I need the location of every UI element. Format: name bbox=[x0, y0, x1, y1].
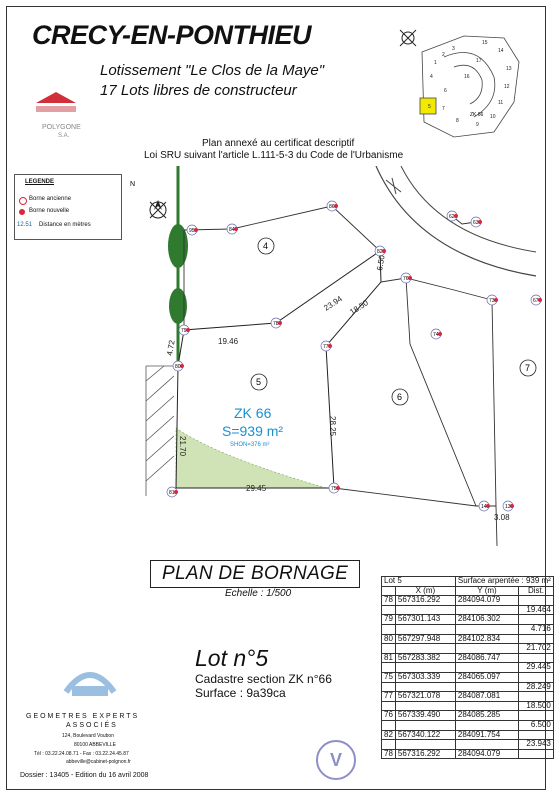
table-cell-dist: 29.445 bbox=[519, 663, 554, 673]
table-cell-y bbox=[455, 644, 518, 654]
table-cell-dist bbox=[519, 672, 554, 682]
table-cell-pt bbox=[382, 720, 396, 730]
subdivision-lots: 17 Lots libres de constructeur bbox=[100, 82, 297, 99]
company-name-2: ASSOCIÉS bbox=[66, 722, 118, 729]
north-label: N bbox=[130, 181, 136, 188]
old-marker-icon bbox=[19, 197, 27, 205]
minimap-lot-number: 14 bbox=[498, 48, 504, 54]
table-cell-y: 284086.747 bbox=[455, 653, 518, 663]
boundary-marker bbox=[329, 483, 340, 493]
lot-number-marker bbox=[392, 389, 408, 405]
table-cell-y bbox=[455, 663, 518, 673]
table-cell-dist: 4.716 bbox=[519, 624, 554, 634]
table-cell-dist: 21.702 bbox=[519, 644, 554, 654]
legend-new-marker: Borne nouvelle bbox=[29, 208, 70, 214]
svg-text:84: 84 bbox=[229, 227, 235, 233]
boundary-marker bbox=[503, 501, 514, 511]
table-cell-pt: 79 bbox=[382, 615, 396, 625]
compass-icon bbox=[400, 30, 416, 46]
svg-text:4: 4 bbox=[263, 241, 269, 251]
distance-label: 3.08 bbox=[494, 513, 510, 522]
table-row bbox=[382, 663, 554, 673]
minimap-lot-number: 12 bbox=[504, 84, 510, 90]
company-city: 80100 ABBEVILLE bbox=[74, 742, 116, 748]
legend-old-marker: Borne ancienne bbox=[29, 196, 72, 202]
table-cell-dist: 18.500 bbox=[519, 701, 554, 711]
table-cell-dist bbox=[519, 749, 554, 759]
legend-title: LEGENDE bbox=[25, 179, 55, 185]
logo-text: POLYGONE bbox=[42, 124, 81, 131]
road-edge-inner bbox=[401, 166, 536, 252]
table-cell-x: 567297.948 bbox=[395, 634, 455, 644]
minimap-lot-number: 9 bbox=[476, 122, 479, 128]
table-cell-y: 284087.081 bbox=[455, 692, 518, 702]
boundary-marker bbox=[375, 246, 386, 256]
company-logo bbox=[36, 92, 76, 103]
col-dist: Dist. bbox=[519, 586, 554, 596]
table-cell-dist: 6.500 bbox=[519, 720, 554, 730]
table-cell-x: 567316.292 bbox=[395, 749, 455, 759]
subdivision-name: Lotissement "Le Clos de la Maye" bbox=[100, 62, 325, 79]
distance-label: 23.94 bbox=[322, 294, 344, 313]
table-surface: Surface arpentée : 939 m² bbox=[455, 577, 553, 587]
coordinate-table bbox=[381, 576, 554, 759]
table-cell-pt bbox=[382, 644, 396, 654]
table-cell-pt bbox=[382, 624, 396, 634]
minimap-lot-number: 13 bbox=[506, 66, 512, 72]
svg-text:5: 5 bbox=[256, 377, 262, 387]
minimap-lot-number: 17 bbox=[476, 58, 482, 64]
parcel-lines bbox=[184, 206, 497, 546]
svg-text:67: 67 bbox=[533, 298, 539, 304]
minimap-lot-number: 6 bbox=[444, 88, 447, 94]
table-cell-y bbox=[455, 740, 518, 750]
boundary-marker bbox=[431, 329, 442, 339]
svg-text:75: 75 bbox=[331, 486, 337, 492]
table-header-row bbox=[382, 577, 554, 587]
table-lot: Lot 5 bbox=[382, 577, 456, 587]
svg-text:76: 76 bbox=[403, 276, 409, 282]
table-cell-x: 567339.490 bbox=[395, 711, 455, 721]
table-cell-dist: 23.943 bbox=[519, 740, 554, 750]
company-name: GEOMETRES EXPERTS bbox=[26, 713, 140, 720]
minimap-lot-number: 15 bbox=[482, 40, 488, 46]
minimap-lot-number: 8 bbox=[456, 118, 459, 124]
minimap-lot-number: 2 bbox=[442, 52, 445, 58]
table-cell-x bbox=[395, 663, 455, 673]
table-cell-dist bbox=[519, 596, 554, 606]
table-cell-x bbox=[395, 644, 455, 654]
table-row bbox=[382, 720, 554, 730]
col-x: X (m) bbox=[395, 586, 455, 596]
boundary-marker bbox=[531, 295, 542, 305]
lot-number-marker bbox=[258, 238, 274, 254]
boundary-marker bbox=[401, 273, 412, 283]
svg-text:7: 7 bbox=[525, 363, 531, 373]
geometre-logo bbox=[58, 664, 122, 704]
table-cell-x: 567303.339 bbox=[395, 672, 455, 682]
minimap-lot-number: 7 bbox=[442, 106, 445, 112]
minimap-lot-number: 4 bbox=[430, 74, 433, 80]
table-cell-y bbox=[455, 720, 518, 730]
table-row bbox=[382, 644, 554, 654]
table-row bbox=[382, 711, 554, 721]
lot-number: Lot n°5 bbox=[195, 645, 269, 671]
svg-text:13: 13 bbox=[505, 504, 511, 510]
lot-number-marker bbox=[251, 374, 267, 390]
company-logo-bar bbox=[36, 106, 76, 112]
svg-text:73: 73 bbox=[489, 298, 495, 304]
table-cell-x bbox=[395, 720, 455, 730]
svg-text:86: 86 bbox=[329, 204, 335, 210]
table-cell-y: 284065.097 bbox=[455, 672, 518, 682]
svg-text:81: 81 bbox=[169, 490, 175, 496]
distance-label: 19.46 bbox=[218, 337, 239, 346]
table-cell-x: 567283.382 bbox=[395, 653, 455, 663]
distance-label: 29.45 bbox=[246, 484, 267, 493]
table-cell-dist bbox=[519, 692, 554, 702]
boundary-marker bbox=[321, 341, 332, 351]
new-marker-icon bbox=[19, 209, 25, 215]
table-row bbox=[382, 749, 554, 759]
table-cell-x: 567340.122 bbox=[395, 730, 455, 740]
distance-label: 28.25 bbox=[328, 416, 337, 437]
table-cell-pt: 80 bbox=[382, 634, 396, 644]
table-cell-dist bbox=[519, 711, 554, 721]
svg-text:95: 95 bbox=[189, 228, 195, 234]
road-cross-mark bbox=[386, 178, 401, 194]
table-row bbox=[382, 692, 554, 702]
neighbour-hatch bbox=[146, 366, 174, 496]
table-row bbox=[382, 740, 554, 750]
table-cell-pt: 82 bbox=[382, 730, 396, 740]
table-cell-pt: 75 bbox=[382, 672, 396, 682]
legend-box bbox=[14, 174, 122, 240]
table-cell-pt: 76 bbox=[382, 711, 396, 721]
north-arrow-icon bbox=[150, 200, 166, 218]
table-cell-pt bbox=[382, 740, 396, 750]
table-row bbox=[382, 615, 554, 625]
commune-title: CRECY-EN-PONTHIEU bbox=[32, 20, 312, 50]
dossier-reference: Dossier : 13405 - Edition du 16 avril 2008 bbox=[20, 772, 149, 779]
table-cell-y: 284094.079 bbox=[455, 596, 518, 606]
svg-text:14: 14 bbox=[481, 504, 487, 510]
table-cell-pt: 77 bbox=[382, 692, 396, 702]
boundary-marker bbox=[179, 325, 190, 335]
company-phone: Tél : 03.22.24.08.71 - Fax : 03.22.24.45.87 bbox=[34, 751, 129, 757]
lot-number-marker bbox=[520, 360, 536, 376]
table-row bbox=[382, 596, 554, 606]
table-cell-dist: 19.464 bbox=[519, 605, 554, 615]
distance-label: 6.50 bbox=[375, 254, 387, 272]
table-row bbox=[382, 672, 554, 682]
table-row bbox=[382, 624, 554, 634]
svg-text:63: 63 bbox=[473, 220, 479, 226]
minimap-lot-number: 1 bbox=[434, 60, 437, 66]
minimap-lot-number: 5 bbox=[428, 104, 431, 110]
minimap-lot-number: 3 bbox=[452, 46, 455, 52]
lot-surface: Surface : 9a39ca bbox=[195, 686, 286, 700]
road-edge bbox=[376, 166, 536, 276]
annex-line-2: Loi SRU suivant l'article L.111-5-3 du Code de l'Urbanisme bbox=[144, 150, 404, 161]
legend-distance-sample: 12.51 bbox=[17, 222, 33, 228]
company-address: 124, Boulevard Voubon bbox=[62, 733, 114, 739]
table-cell-pt bbox=[382, 663, 396, 673]
svg-text:78: 78 bbox=[273, 321, 279, 327]
boundary-marker bbox=[173, 361, 184, 371]
table-cell-pt: 81 bbox=[382, 653, 396, 663]
boundary-marker bbox=[227, 224, 238, 234]
minimap-lot-number: 16 bbox=[464, 74, 470, 80]
table-cell-x bbox=[395, 740, 455, 750]
parcel-surface: S=939 m² bbox=[222, 423, 284, 439]
company-email: abbeville@cabinet-polgnon.fr bbox=[66, 759, 131, 765]
table-cell-x: 567301.143 bbox=[395, 615, 455, 625]
table-cell-y bbox=[455, 624, 518, 634]
svg-text:82: 82 bbox=[377, 249, 383, 255]
minimap-lot-number: 11 bbox=[498, 100, 504, 106]
cadastre-reference: Cadastre section ZK n°66 bbox=[195, 672, 332, 686]
table-cell-pt: 78 bbox=[382, 749, 396, 759]
boundary-marker bbox=[471, 217, 482, 227]
distance-label: 4.72 bbox=[165, 339, 177, 357]
svg-text:77: 77 bbox=[323, 344, 329, 350]
logo-subtext: S.A. bbox=[58, 133, 70, 139]
boundary-marker bbox=[487, 295, 498, 305]
table-cell-x bbox=[395, 624, 455, 634]
table-cell-y: 284085.285 bbox=[455, 711, 518, 721]
svg-text:62: 62 bbox=[449, 214, 455, 220]
location-minimap bbox=[394, 22, 524, 152]
table-cell-y: 284091.754 bbox=[455, 730, 518, 740]
legend-distance: Distance en mètres bbox=[39, 222, 91, 228]
minimap-label: ZK 66 bbox=[470, 112, 484, 118]
distance-label: 18.50 bbox=[348, 298, 370, 317]
plan-title: PLAN DE BORNAGE bbox=[162, 563, 349, 584]
table-cell-x: 567321.078 bbox=[395, 692, 455, 702]
table-cell-dist: 28.249 bbox=[519, 682, 554, 692]
distance-label: 21.70 bbox=[178, 436, 187, 457]
approval-stamp: V bbox=[316, 740, 356, 780]
parcel-name: ZK 66 bbox=[234, 405, 272, 421]
col-y: Y (m) bbox=[455, 586, 518, 596]
svg-text:6: 6 bbox=[397, 392, 403, 402]
table-cell-y: 284102.834 bbox=[455, 634, 518, 644]
table-cell-x: 567316.292 bbox=[395, 596, 455, 606]
boundary-marker bbox=[479, 501, 490, 511]
svg-text:80: 80 bbox=[175, 364, 181, 370]
minimap-lot-number: 10 bbox=[490, 114, 496, 120]
svg-text:79: 79 bbox=[181, 328, 187, 334]
boundary-marker bbox=[187, 225, 198, 235]
svg-text:74: 74 bbox=[433, 332, 439, 338]
plan-scale: Echelle : 1/500 bbox=[225, 588, 292, 599]
table-cell-y: 284106.302 bbox=[455, 615, 518, 625]
table-cell-pt: 78 bbox=[382, 596, 396, 606]
table-cell-y: 284094.079 bbox=[455, 749, 518, 759]
parcel-shon: SHON=376 m² bbox=[230, 442, 270, 448]
annex-line-1: Plan annexé au certificat descriptif bbox=[202, 138, 355, 149]
